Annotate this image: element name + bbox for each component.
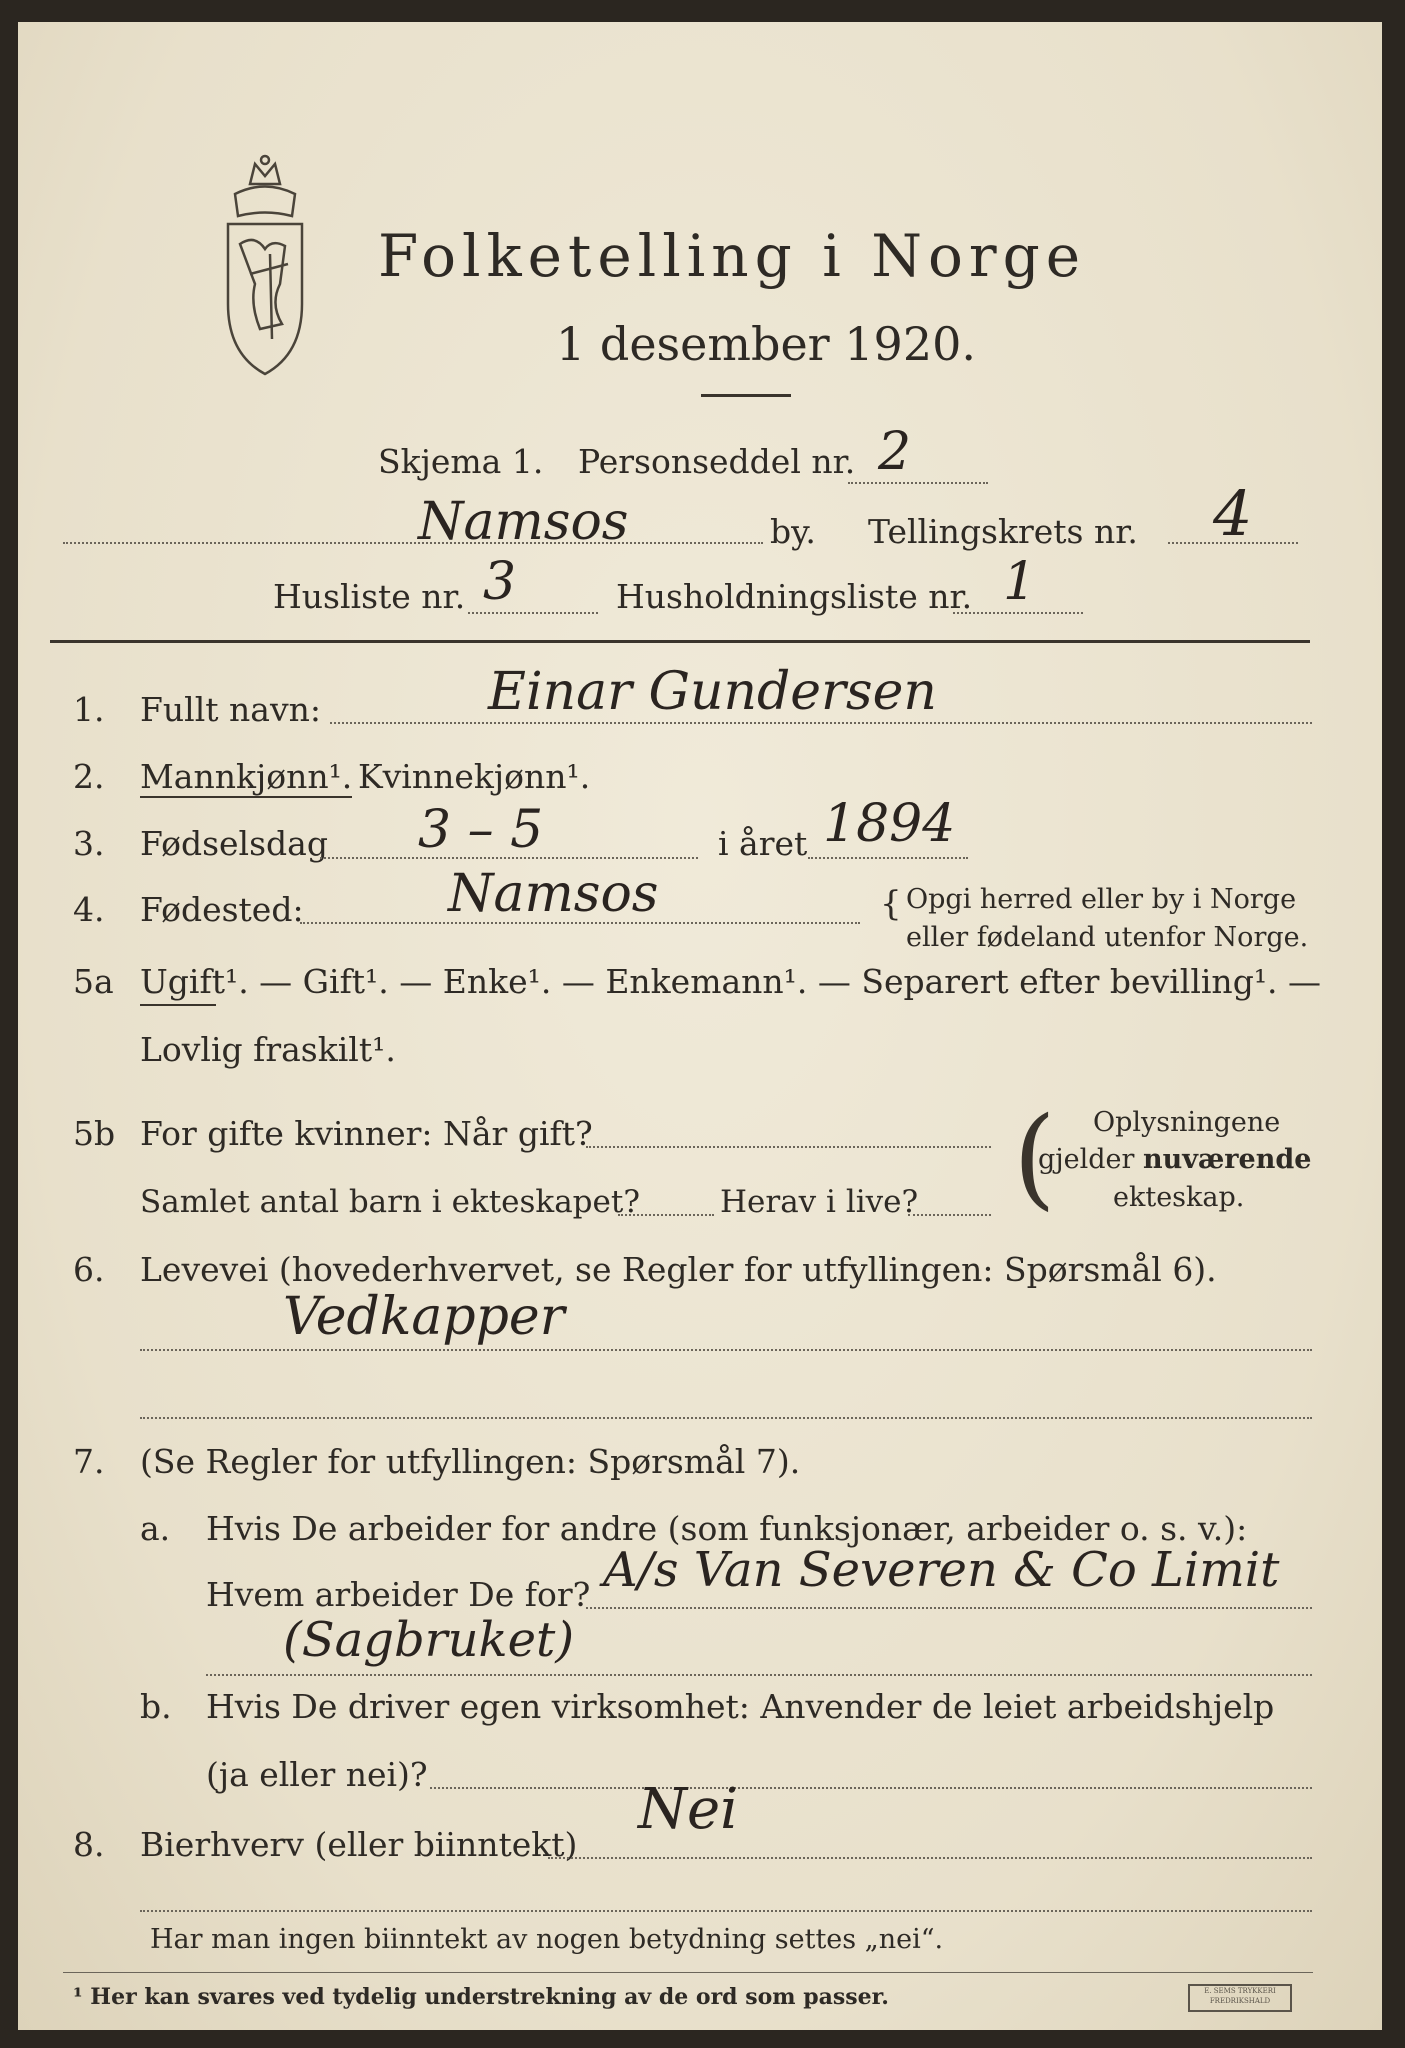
skjema-label: Skjema 1. (378, 442, 544, 481)
female-option[interactable]: Kvinnekjønn¹. (358, 757, 591, 796)
q5b-note-3: ekteskap. (1113, 1182, 1245, 1213)
year-label: i året (718, 824, 808, 863)
q1-label: Fullt navn: (140, 690, 321, 729)
birthplace-hint-2: eller fødeland utenfor Norge. (906, 922, 1309, 953)
husholdningsliste-value: 1 (1003, 552, 1037, 612)
employer-value-line1: A/s Van Severen & Co Limit (603, 1542, 1280, 1598)
husholdningsliste-field[interactable] (953, 612, 1083, 614)
birthplace-hint-1: Opgi herred eller by i Norge (906, 884, 1297, 915)
children-alive-field[interactable] (908, 1214, 991, 1216)
q5b-note-1: Oplysningene (1093, 1107, 1281, 1138)
full-name-value: Einar Gundersen (488, 662, 937, 722)
form-title: Folketelling i Norge (378, 222, 1087, 290)
q7-number: 7. (73, 1442, 105, 1481)
occupation-value: Vedkapper (283, 1287, 565, 1347)
title-divider (701, 394, 791, 397)
husliste-value: 3 (483, 552, 517, 612)
city-value: Namsos (418, 492, 629, 552)
q5b-brace: ( (1013, 1093, 1056, 1221)
printer-stamp: E. SEMS TRYKKERI FREDRIKSHALD (1188, 1984, 1292, 2012)
side-income-value: Nei (638, 1777, 739, 1842)
q5b-number: 5b (73, 1114, 116, 1153)
q7a-letter: a. (140, 1509, 171, 1548)
employer-value-line2: (Sagbruket) (283, 1612, 575, 1668)
q7b-line2: (ja eller nei)? (206, 1755, 428, 1794)
personseddel-field[interactable] (848, 482, 988, 484)
q4-number: 4. (73, 890, 105, 929)
ugift-underline (140, 1004, 216, 1006)
personseddel-label: Personseddel nr. (578, 442, 856, 481)
birthdate-value: 3 – 5 (418, 800, 544, 860)
q5b-label-alive: Herav i live? (720, 1184, 919, 1220)
married-when-field[interactable] (586, 1146, 991, 1148)
children-total-field[interactable] (618, 1214, 714, 1216)
husliste-field[interactable] (468, 612, 598, 614)
tellingskrets-value: 4 (1213, 477, 1253, 550)
divorced-option[interactable]: Lovlig fraskilt¹. (140, 1030, 396, 1069)
q5a-number: 5a (73, 962, 114, 1001)
q3-label: Fødselsdag (140, 824, 328, 863)
employer-field-line1[interactable] (586, 1607, 1312, 1609)
q7-label: (Se Regler for utfyllingen: Spørsmål 7). (140, 1442, 801, 1481)
husliste-label: Husliste nr. (273, 577, 466, 616)
census-date: 1 desember 1920. (556, 317, 976, 371)
coat-of-arms-icon (210, 154, 320, 379)
q7a-line2: Hvem arbeider De for? (206, 1575, 591, 1614)
q7a-line1: Hvis De arbeider for andre (som funksjonær, arbeider o. s. v.): (206, 1509, 1248, 1548)
q6-label: Levevei (hovederhvervet, se Regler for utfyllingen: Spørsmål 6). (140, 1250, 1217, 1289)
q1-number: 1. (73, 690, 105, 729)
personseddel-value: 2 (878, 422, 912, 482)
side-income-field-line2[interactable] (140, 1910, 1312, 1912)
birth-year-value: 1894 (823, 794, 956, 854)
q5b-note-2: gjelder nuværende (1038, 1144, 1312, 1175)
q8-label: Bierhverv (eller biinntekt) (140, 1825, 578, 1864)
header-rule (50, 640, 1310, 643)
hired-help-field[interactable] (430, 1787, 1312, 1789)
full-name-field[interactable] (330, 722, 1312, 724)
birthplace-value: Namsos (448, 864, 659, 924)
side-income-field-line1[interactable] (548, 1857, 1312, 1859)
by-label: by. (770, 512, 816, 551)
q4-label: Fødested: (140, 890, 304, 929)
footnote-rule (63, 1972, 1313, 1973)
q5b-label-married: For gifte kvinner: Når gift? (140, 1114, 593, 1153)
q7b-letter: b. (140, 1687, 172, 1726)
q6-number: 6. (73, 1250, 105, 1289)
q7b-line1: Hvis De driver egen virksomhet: Anvender de leiet arbeidshjelp (206, 1687, 1275, 1726)
q8-number: 8. (73, 1825, 105, 1864)
census-form-page (18, 22, 1382, 2030)
marital-status-options[interactable]: Ugift¹. — Gift¹. — Enke¹. — Enkemann¹. — Separert efter bevilling¹. — (140, 962, 1322, 1001)
q5b-label-children: Samlet antal barn i ekteskapet? (140, 1184, 640, 1220)
footnote: ¹ Her kan svares ved tydelig understrekning av de ord som passer. (73, 1984, 889, 2010)
q3-number: 3. (73, 824, 105, 863)
male-option[interactable]: Mannkjønn¹. (140, 757, 353, 796)
city-field[interactable] (63, 542, 763, 544)
employer-field-line2[interactable] (206, 1674, 1312, 1676)
husholdningsliste-label: Husholdningsliste nr. (616, 577, 973, 616)
occupation-field-line1[interactable] (140, 1349, 1312, 1351)
birthplace-hint-line1: { (880, 884, 902, 924)
q2-number: 2. (73, 757, 105, 796)
tellingskrets-label: Tellingskrets nr. (868, 512, 1138, 551)
bottom-note: Har man ingen biinntekt av nogen betydning settes „nei“. (150, 1924, 944, 1955)
occupation-field-line2[interactable] (140, 1417, 1312, 1419)
birth-year-field[interactable] (808, 857, 968, 859)
